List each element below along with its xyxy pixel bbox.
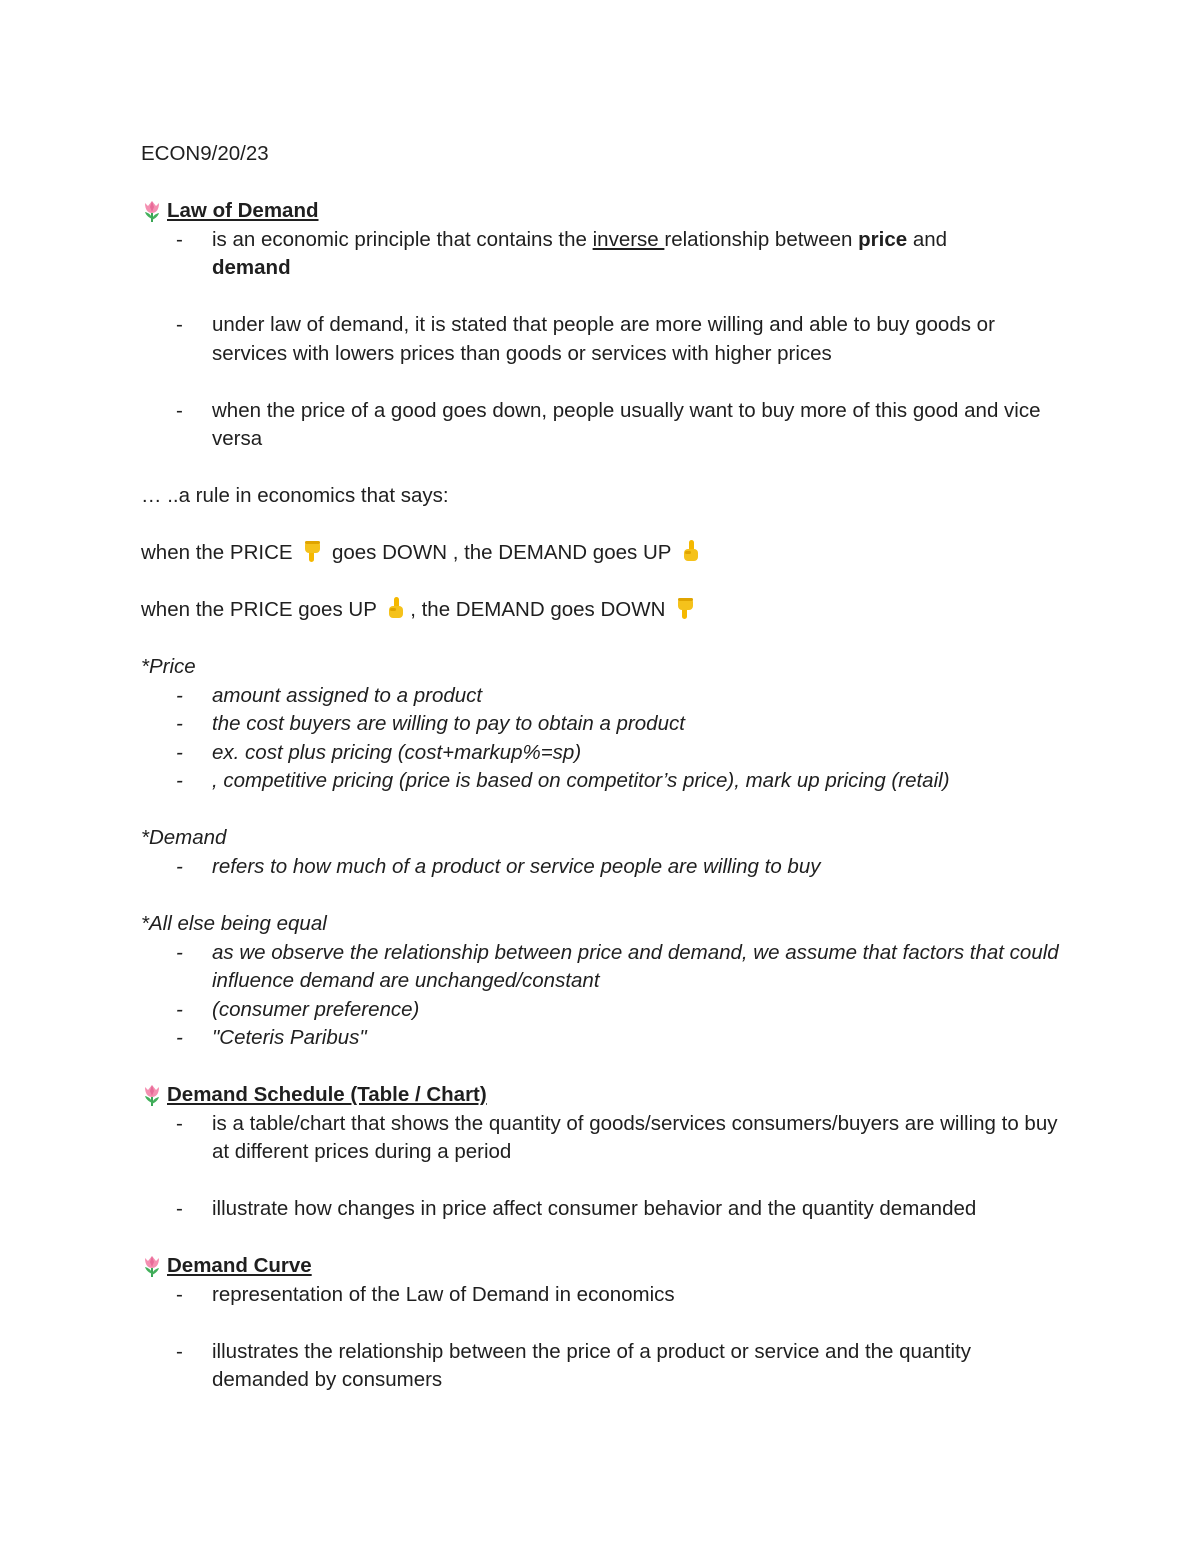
- tulip-icon: [141, 1083, 163, 1107]
- bullet-dash: -: [176, 1111, 183, 1135]
- pointing-down-hand-icon: [674, 596, 696, 620]
- section-price: [141, 653, 1061, 796]
- bullet-dash: -: [176, 1282, 183, 1306]
- bullet-dash: -: [176, 398, 183, 422]
- list-item: [141, 397, 1061, 454]
- section-all-else-being-equal: [141, 910, 1061, 1053]
- law-of-demand-title: Law of Demand: [167, 199, 319, 222]
- bold-word: price: [858, 227, 908, 251]
- price-list: [141, 682, 1061, 796]
- item-text: and: [907, 227, 948, 251]
- item-text: , competitive pricing (price is based on competitor’s price), mark up pricing (retail): [212, 769, 950, 792]
- item-text: is an economic principle that contains the: [212, 227, 593, 251]
- item-text: relationship between: [664, 227, 859, 251]
- bullet-dash: -: [176, 769, 183, 792]
- rule-text: when the PRICE: [141, 541, 299, 564]
- law-of-demand-heading: [141, 197, 1061, 226]
- rule-intro: … ..a rule in economics that says:: [141, 484, 449, 507]
- item-text: amount assigned to a product: [212, 683, 483, 707]
- section-demand-curve: [141, 1252, 1061, 1395]
- bullet-dash: -: [176, 997, 183, 1021]
- price-title: *Price: [141, 655, 196, 678]
- item-text: (consumer preference): [212, 997, 420, 1021]
- all-else-title: *All else being equal: [141, 912, 327, 935]
- demand-schedule-title: Demand Schedule (Table / Chart): [167, 1083, 487, 1106]
- underlined-word: inverse: [592, 227, 665, 251]
- bullet-dash: -: [176, 227, 183, 251]
- item-text: is a table/chart that shows the quantity of goods/services consumers/buyers are willing to buy at different prices during a period: [212, 1111, 1058, 1163]
- list-item: [141, 1110, 1061, 1167]
- item-text: under law of demand, it is stated that people are more willing and able to buy goods or services with lowers prices than goods or services with higher prices: [212, 313, 995, 365]
- bullet-dash: -: [176, 313, 183, 336]
- bullet-dash: -: [176, 940, 183, 964]
- item-text: illustrate how changes in price affect consumer behavior and the quantity demanded: [212, 1197, 977, 1220]
- demand-list: [141, 853, 1061, 882]
- date-title: ECON9/20/23: [141, 142, 269, 165]
- bullet-dash: -: [176, 854, 183, 878]
- rule-text: when the PRICE goes UP: [141, 598, 383, 621]
- item-text: refers to how much of a product or service people are willing to buy: [212, 854, 821, 878]
- pointing-up-hand-icon: [680, 539, 702, 563]
- item-text: illustrates the relationship between the price of a product or service and the quantity demanded by consumers: [212, 1339, 971, 1391]
- law-of-demand-list: [141, 226, 1061, 454]
- bullet-dash: -: [176, 740, 183, 764]
- list-item: [141, 1281, 1061, 1310]
- demand-curve-list: [141, 1281, 1061, 1395]
- item-text: the cost buyers are willing to pay to obtain a product: [212, 712, 685, 735]
- list-item: [141, 1024, 1061, 1053]
- list-item: [141, 996, 1061, 1025]
- list-item: [141, 1195, 1061, 1224]
- item-text: as we observe the relationship between price and demand, we assume that factors that could influence demand are unchanged/constant: [212, 940, 1059, 992]
- pointing-up-hand-icon: [385, 596, 407, 620]
- section-demand: [141, 824, 1061, 881]
- list-item: [141, 710, 1061, 739]
- item-text: ex. cost plus pricing (cost+markup%=sp): [212, 740, 582, 764]
- list-item: [141, 739, 1061, 768]
- tulip-icon: [141, 1254, 163, 1278]
- bullet-dash: -: [176, 1339, 183, 1363]
- rule-text: goes DOWN , the DEMAND goes UP: [326, 541, 677, 564]
- item-text: "Ceteris Paribus": [212, 1026, 367, 1049]
- list-item: [141, 853, 1061, 882]
- bullet-dash: -: [176, 1197, 183, 1220]
- rule-text: , the DEMAND goes DOWN: [410, 598, 672, 621]
- list-item: [141, 939, 1061, 996]
- list-item: [141, 226, 1061, 283]
- list-item: [141, 1338, 1061, 1395]
- section-demand-schedule: [141, 1081, 1061, 1224]
- demand-curve-title: Demand Curve: [167, 1254, 312, 1277]
- bullet-dash: -: [176, 1026, 183, 1049]
- demand-title: *Demand: [141, 826, 227, 849]
- bold-word: demand: [212, 256, 291, 279]
- list-item: [141, 682, 1061, 711]
- demand-schedule-heading: [141, 1081, 1061, 1110]
- rule-line-2: [141, 596, 1061, 625]
- bullet-dash: -: [176, 712, 183, 735]
- tulip-icon: [141, 199, 163, 223]
- item-text: representation of the Law of Demand in economics: [212, 1282, 675, 1306]
- list-item: [141, 767, 1061, 796]
- demand-curve-heading: [141, 1252, 1061, 1281]
- all-else-list: [141, 939, 1061, 1053]
- section-law-of-demand: [141, 197, 1061, 454]
- list-item: [141, 311, 1061, 368]
- pointing-down-hand-icon: [301, 539, 323, 563]
- demand-schedule-list: [141, 1110, 1061, 1224]
- rule-line-1: [141, 539, 1061, 568]
- bullet-dash: -: [176, 683, 183, 707]
- item-text: when the price of a good goes down, people usually want to buy more of this good and vice versa: [212, 398, 1041, 450]
